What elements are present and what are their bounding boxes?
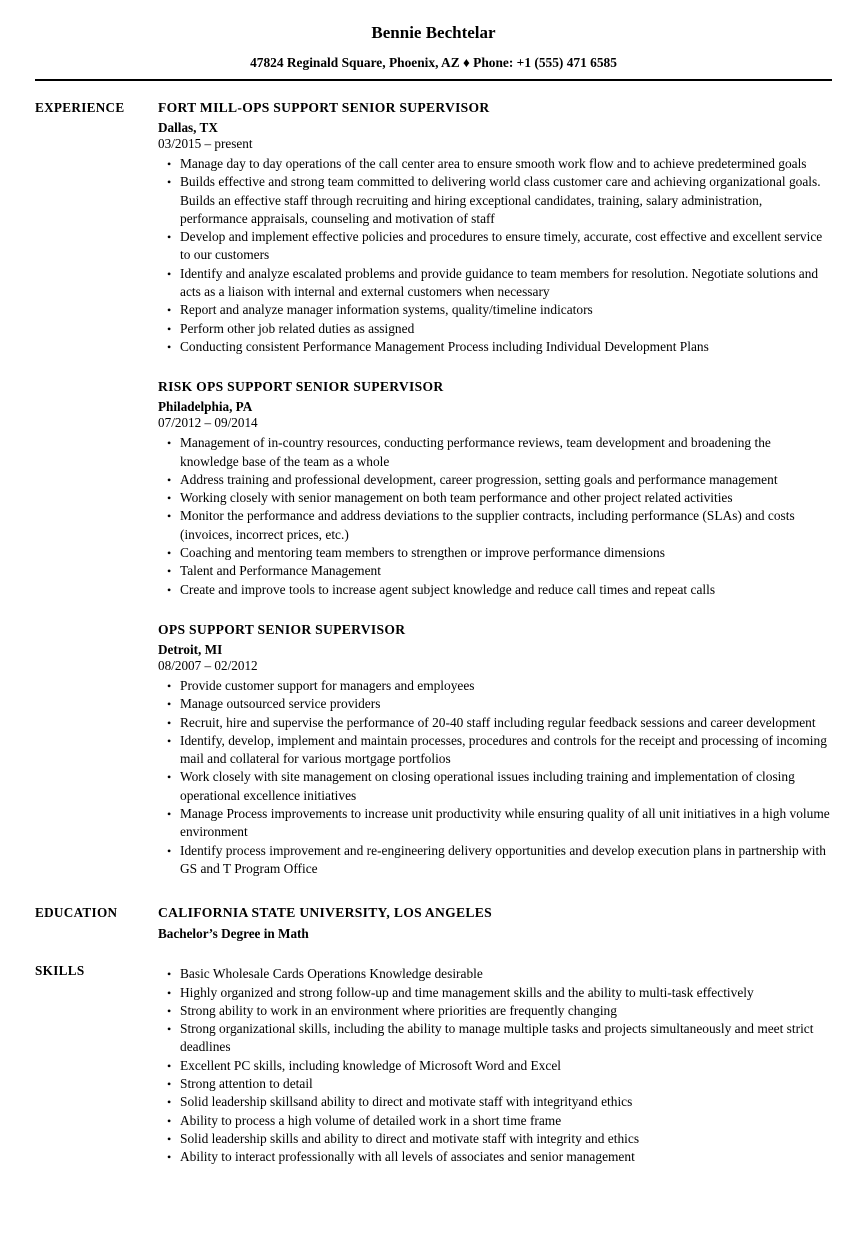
school-name: CALIFORNIA STATE UNIVERSITY, LOS ANGELES [158, 905, 492, 921]
bullet-item: • Manage day to day operations of the call center area to ensure smooth work flow and to achieve predetermined goals [158, 155, 832, 173]
bullet-item: • Monitor the performance and address deviations to the supplier contracts, including performance (SLAs) and costs (invoices, incorrect prices, etc.) [158, 507, 832, 544]
job-bullets [158, 155, 832, 356]
bullet-item: • Solid leadership skillsand ability to direct and motivate staff with integrityand ethics [158, 1093, 832, 1111]
section-label-experience: EXPERIENCE [35, 100, 125, 115]
job-bullets [158, 434, 832, 599]
bullet-item: • Conducting consistent Performance Management Process including Individual Development Plans [158, 338, 832, 356]
job-location: Dallas, TX [158, 120, 218, 135]
bullet-item: • Provide customer support for managers and employees [158, 677, 832, 695]
bullet-item: • Excellent PC skills, including knowledge of Microsoft Word and Excel [158, 1057, 832, 1075]
job-location: Detroit, MI [158, 641, 223, 657]
education-section [35, 904, 832, 942]
bullet-item: • Strong ability to work in an environment where priorities are frequently changing [158, 1002, 832, 1020]
job-entry [158, 99, 832, 356]
skills-content [158, 962, 832, 1166]
bullet-item: • Basic Wholesale Cards Operations Knowledge desirable [158, 965, 832, 983]
job-dates: 03/2015 – present [158, 136, 253, 151]
bullet-item: • Address training and professional development, career progression, setting goals and performance management [158, 471, 832, 489]
resume-name: Bennie Bechtelar [371, 23, 496, 42]
header-divider [35, 79, 832, 81]
job-title: OPS SUPPORT SENIOR SUPERVISOR [158, 621, 406, 637]
bullet-item: • Strong attention to detail [158, 1075, 832, 1093]
job-bullets [158, 677, 832, 878]
job-entry [158, 621, 832, 878]
bullet-item: • Builds effective and strong team committed to delivering world class customer care and achieving organizational goals. Builds an effective staff through recruiting and hiring exceptional candidates, training, salary administration, performance appraisals, counseling and motivation of staff [158, 173, 832, 228]
education-content [158, 904, 832, 942]
bullet-item: • Identify, develop, implement and maintain processes, procedures and controls for the receipt and processing of incoming mail and collateral for various mortgage portfolios [158, 732, 832, 769]
bullet-item: • Manage outsourced service providers [158, 695, 832, 713]
bullet-item: • Recruit, hire and supervise the performance of 20-40 staff including regular feedback sessions and career development [158, 714, 832, 732]
bullet-item: • Manage Process improvements to increase unit productivity while ensuring quality of all unit initiatives in a high volume environment [158, 805, 832, 842]
bullet-item: • Solid leadership skills and ability to direct and motivate staff with integrity and ethics [158, 1130, 832, 1148]
job-dates: 07/2012 – 09/2014 [158, 415, 258, 431]
bullet-item: • Develop and implement effective policies and procedures to ensure timely, accurate, cost effective and excellent service to our customers [158, 228, 832, 265]
bullet-item: • Perform other job related duties as assigned [158, 320, 832, 338]
section-label-education: EDUCATION [35, 905, 118, 921]
bullet-item: • Coaching and mentoring team members to strengthen or improve performance dimensions [158, 544, 832, 562]
job-dates: 08/2007 – 02/2012 [158, 657, 258, 673]
resume-header [35, 22, 832, 71]
degree: Bachelor’s Degree in Math [158, 926, 309, 942]
bullet-item: • Management of in-country resources, conducting performance reviews, team development and broadening the knowledge base of the team as a whole [158, 434, 832, 471]
bullet-item: • Highly organized and strong follow-up and time management skills and the ability to multi-task effectively [158, 984, 832, 1002]
bullet-item: • Working closely with senior management on both team performance and other project related activities [158, 489, 832, 507]
job-title: FORT MILL-OPS SUPPORT SENIOR SUPERVISOR [158, 100, 490, 115]
experience-content [158, 99, 832, 878]
bullet-item: • Ability to interact professionally with all levels of associates and senior management [158, 1148, 832, 1166]
job-entry [158, 378, 832, 599]
contact-line: 47824 Reginald Square, Phoenix, AZ ♦ Phone: +1 (555) 471 6585 [250, 55, 617, 70]
skills-bullets [158, 965, 832, 1166]
job-location: Philadelphia, PA [158, 399, 253, 415]
bullet-item: • Identify and analyze escalated problems and provide guidance to team members for resolution. Negotiate solutions and acts as a liaison with internal and external customers when necessary [158, 265, 832, 302]
skills-section [35, 962, 832, 1166]
section-label-skills: SKILLS [35, 963, 85, 979]
bullet-item: • Strong organizational skills, including the ability to manage multiple tasks and projects simultaneously and meet strict deadlines [158, 1020, 832, 1057]
bullet-item: • Work closely with site management on closing operational issues including training and implementation of closing operational excellence initiatives [158, 768, 832, 805]
bullet-item: • Ability to process a high volume of detailed work in a short time frame [158, 1112, 832, 1130]
bullet-item: • Create and improve tools to increase agent subject knowledge and reduce call times and repeat calls [158, 581, 832, 599]
bullet-item: • Report and analyze manager information systems, quality/timeline indicators [158, 301, 832, 319]
experience-section [35, 99, 832, 878]
bullet-item: • Identify process improvement and re-engineering delivery opportunities and develop execution plans in partnership with GS and T Program Office [158, 842, 832, 879]
bullet-item: • Talent and Performance Management [158, 562, 832, 580]
job-title: RISK OPS SUPPORT SENIOR SUPERVISOR [158, 379, 444, 395]
